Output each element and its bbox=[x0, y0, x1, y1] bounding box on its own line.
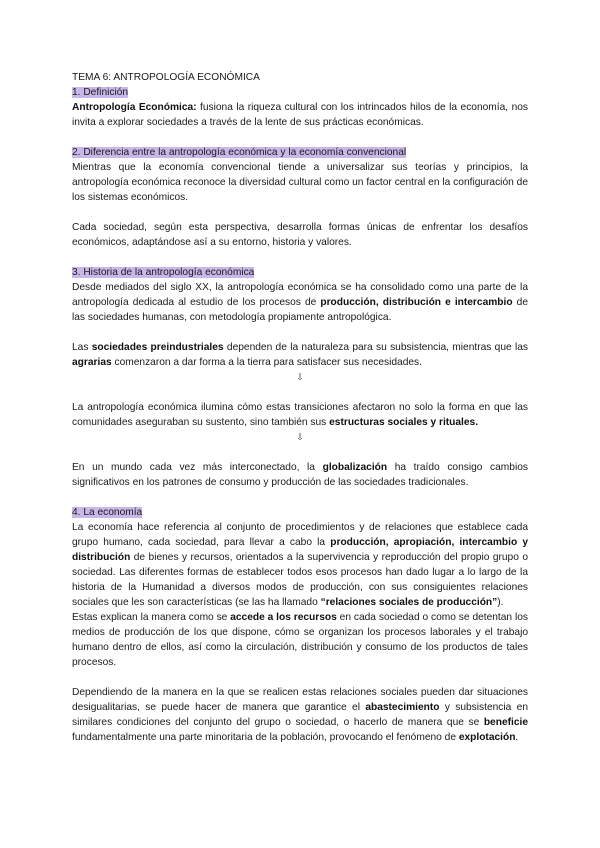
section-2-paragraph-2: Cada sociedad, según esta perspectiva, desarrolla formas únicas de enfrentar los desafíos económicos, adaptándose así a su entorno, historia y valores. bbox=[72, 222, 528, 248]
section-3-paragraph-2: Las sociedades preindustriales dependen de la naturaleza para su subsistencia, mientras que las agrarias comenzaron a dar forma a la tierra para satisfacer sus necesidades. bbox=[72, 342, 529, 368]
down-arrow-icon: ⇩ bbox=[296, 372, 304, 382]
section-4-heading: 4. La economía bbox=[72, 507, 143, 518]
section-1-paragraph: Antropología Económica: fusiona la riqueza cultural con los intrincados hilos de la economía, nos invita a explorar sociedades a través de la lente de sus prácticas económicas. bbox=[72, 102, 528, 128]
document-title: TEMA 6: ANTROPOLOGÍA ECONÓMICA bbox=[72, 72, 260, 83]
section-3-paragraph-4: En un mundo cada vez más interconectado, la globalización ha traído consigo cambios significativos en los patrones de consumo y producción de las sociedades tradicionales. bbox=[72, 462, 528, 488]
section-3-paragraph-3: La antropología económica ilumina cómo estas transiciones afectaron no solo la forma en que las comunidades aseguraban su sustento, sino también sus estructuras sociales y rituales. bbox=[72, 402, 528, 428]
section-1-heading: 1. Definición bbox=[72, 87, 129, 98]
section-4-paragraph-1: La economía hace referencia al conjunto de procedimientos y de relaciones que establece cada grupo humano, cada sociedad, para llevar a cabo la producción, apropiación, intercambio y distribución de bienes y recursos, orientados a la supervivencia y reproducción del propio grupo o sociedad. Las diferentes formas de establecer todos esos procesos han dado lugar a lo largo de la historia de la Humanidad a diversos modos de producción, con sus consiguientes relaciones sociales que les son características (se las ha llamado “relaciones sociales de producción”). bbox=[72, 522, 528, 608]
section-4-paragraph-2: Estas explican la manera como se accede a los recursos en cada sociedad o como se detentan los medios de producción de los que dispone, cómo se organizan los procesos laborales y el trabajo humano dentro de ellos, así como la circulación, distribución y consumo de los productos de tales procesos. bbox=[72, 612, 528, 668]
section-2-heading: 2. Diferencia entre la antropología económica y la economía convencional bbox=[72, 147, 407, 158]
document-page bbox=[72, 70, 528, 745]
down-arrow-icon: ⇩ bbox=[296, 432, 304, 442]
section-3-heading: 3. Historia de la antropología económica bbox=[72, 267, 255, 278]
section-3-paragraph-1: Desde mediados del siglo XX, la antropología económica se ha consolidado como una parte de la antropología dedicada al estudio de los procesos de producción, distribución e intercambio de las sociedades humanas, con metodología propiamente antropológica. bbox=[72, 282, 528, 323]
section-2-paragraph-1: Mientras que la economía convencional tiende a universalizar sus teorías y principios, la antropología económica reconoce la diversidad cultural como un factor central en la configuración de los sistemas económicos. bbox=[72, 162, 528, 203]
section-4-paragraph-3: Dependiendo de la manera en la que se realicen estas relaciones sociales pueden dar situaciones desigualitarias, se puede hacer de manera que garantice el abastecimiento y subsistencia en similares condiciones del conjunto del grupo o sociedad, o hacerlo de manera que se beneficie fundamentalmente una parte minoritaria de la población, provocando el fenómeno de explotación. bbox=[72, 687, 528, 743]
